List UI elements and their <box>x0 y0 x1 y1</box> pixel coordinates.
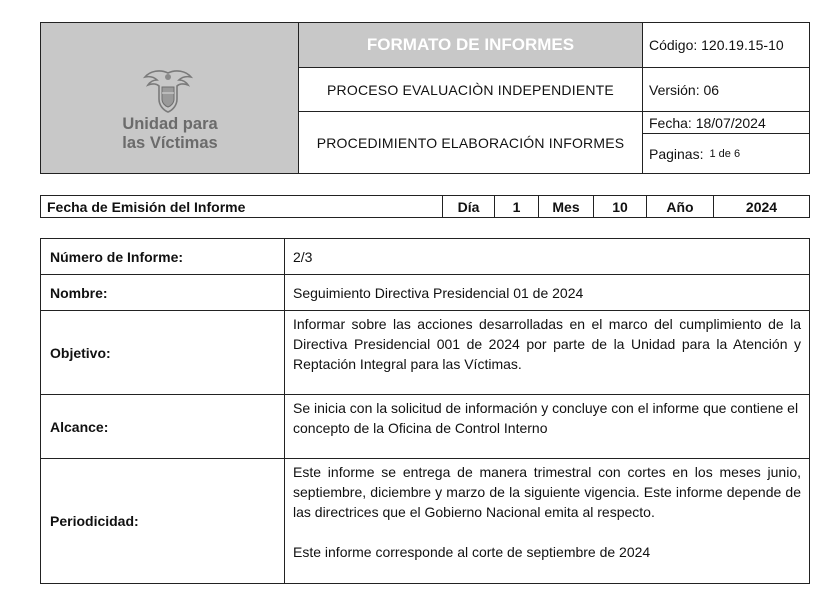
row-name <box>41 275 809 311</box>
document-code: Código: 120.19.15-10 <box>643 23 809 68</box>
report-info-table <box>40 238 810 584</box>
periodicity-paragraph-2: Este informe corresponde al corte de septiembre de 2024 <box>293 544 651 560</box>
number-label: Número de Informe: <box>41 239 285 274</box>
pages-value: 1 de 6 <box>709 147 741 160</box>
objective-label: Objetivo: <box>41 311 285 394</box>
pages-label: Paginas: <box>649 145 704 162</box>
name-value: Seguimiento Directiva Presidencial 01 de 2024 <box>293 285 584 301</box>
document-version: Versión: 06 <box>643 68 809 112</box>
periodicity-label: Periodicidad: <box>41 459 285 583</box>
document-header <box>40 22 810 174</box>
process-name: PROCESO EVALUACIÒN INDEPENDIENTE <box>299 68 643 112</box>
year-label: Año <box>647 196 714 217</box>
row-scope <box>41 395 809 459</box>
document-date: Fecha: 18/07/2024 <box>643 112 809 134</box>
year-value: 2024 <box>745 198 778 215</box>
row-objective <box>41 311 809 395</box>
logo-line-1: Unidad para <box>122 115 218 133</box>
row-number <box>41 239 809 275</box>
emission-date-row <box>40 195 810 218</box>
day-value: 1 <box>495 196 539 217</box>
logo-cell <box>41 23 299 173</box>
form-title: FORMATO DE INFORMES <box>299 23 643 68</box>
day-label: Día <box>443 196 495 217</box>
procedure-name: PROCEDIMIENTO ELABORACIÓN INFORMES <box>299 112 643 173</box>
logo-text <box>41 115 299 153</box>
objective-value: Informar sobre las acciones desarrolladas en el marco del cumplimiento de la Directiva Presidencial 001 de 2024 por parte de la Unidad para la Atención y Reptación Integral para las Víctimas. <box>293 316 801 372</box>
periodicity-value <box>285 459 809 583</box>
row-periodicity <box>41 459 809 583</box>
scope-label: Alcance: <box>41 395 285 458</box>
page-count <box>643 134 809 173</box>
month-value: 10 <box>594 196 647 217</box>
scope-value: Se inicia con la solicitud de información y concluye con el informe que contiene el concepto de la Oficina de Control Interno <box>293 400 799 436</box>
name-label: Nombre: <box>41 275 285 310</box>
month-label: Mes <box>539 196 594 217</box>
logo-line-2: las Víctimas <box>122 134 218 152</box>
emission-label: Fecha de Emisión del Informe <box>41 196 443 217</box>
number-value: 2/3 <box>293 249 313 265</box>
periodicity-paragraph-1: Este informe se entrega de manera trimestral con cortes en los meses junio, septiembre, diciembre y marzo de la siguiente vigencia. Este informe depende de las directrices que el Gobierno Nacional emita al respecto. <box>293 464 801 520</box>
coat-of-arms-icon <box>142 67 194 115</box>
